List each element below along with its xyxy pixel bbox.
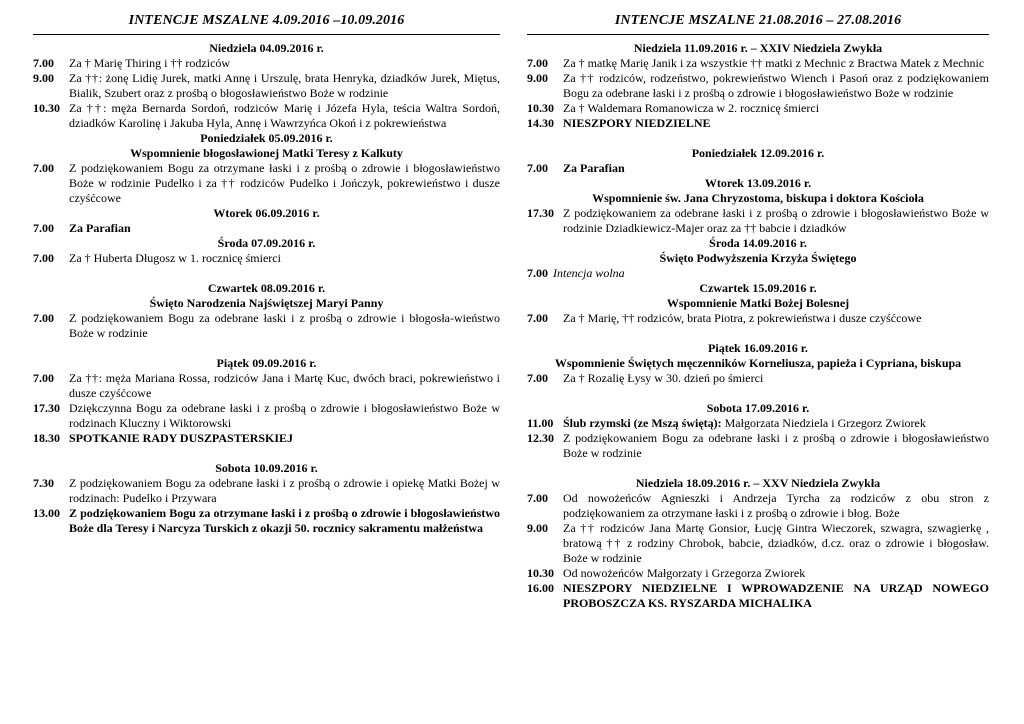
day-heading: Wtorek 06.09.2016 r. (213, 206, 320, 220)
mass-time: 7.00 (527, 161, 548, 175)
mass-entry (33, 161, 500, 206)
spacer (33, 266, 500, 281)
column-title: INTENCJE MSZALNE 4.09.2016 –10.09.2016 (33, 12, 500, 35)
intention-text: Z podziękowaniem Bogu za otrzymane łaski i z prośbą o zdrowie i błogosławieństwo Boże dla Teresy i Narcyza Turskich z okazji 50. rocznicy sakramentu małżeństwa (69, 506, 500, 535)
mass-entry (33, 506, 500, 536)
intention-text: Za † matkę Marię Janik i za wszystkie †† matki z Mechnic z Bractwa Matek z Mechnic (563, 56, 985, 70)
mass-time: 7.30 (33, 476, 54, 490)
mass-time: 9.00 (527, 521, 548, 535)
mass-entry (527, 56, 989, 71)
day-section (33, 206, 500, 236)
day-section (527, 176, 989, 236)
day-section (33, 266, 500, 341)
intention-text: Za †† rodziców Jana Martę Gonsior, Łucję Gintra Wieczorek, szwagra, szwagierkę , bratową †† z rodziny Chrobok, babcie, dziadków, d.cz. oraz o zdrowie i błogosław. Boże w rodzinie (563, 521, 989, 565)
feast-heading: Święto Narodzenia Najświętszej Maryi Panny (149, 296, 384, 310)
mass-time: 7.00 (527, 266, 548, 280)
day-heading: Piątek 16.09.2016 r. (708, 341, 808, 355)
mass-time: 10.30 (33, 101, 60, 115)
mass-time: 7.00 (33, 161, 54, 175)
day-heading: Niedziela 04.09.2016 r. (209, 41, 324, 55)
mass-entry (527, 416, 989, 431)
intention-text: Od nowożeńców Agnieszki i Andrzeja Tyrcha za rodziców z obu stron z podziękowaniem za otrzymane łaski i z prośbą o zdrowie i błog. Boże (563, 491, 989, 520)
mass-time: 9.00 (33, 71, 54, 85)
mass-entry (33, 371, 500, 401)
mass-time: 7.00 (33, 251, 54, 265)
column-title: INTENCJE MSZALNE 21.08.2016 – 27.08.2016 (527, 12, 989, 35)
mass-time: 17.30 (33, 401, 60, 415)
mass-entry (527, 71, 989, 101)
mass-entry (33, 476, 500, 506)
intention-text: Za † Huberta Długosz w 1. rocznicę śmierci (69, 251, 281, 265)
mass-time: 12.30 (527, 431, 554, 445)
intention-lead: Ślub rzymski (ze Mszą świętą): (563, 416, 722, 430)
spacer (527, 326, 989, 341)
spacer (527, 386, 989, 401)
mass-entry (527, 566, 989, 581)
intention-text: Za Parafian (563, 161, 625, 175)
day-heading: Piątek 09.09.2016 r. (216, 356, 317, 370)
mass-entry (527, 101, 989, 116)
intention-text: Z podziękowaniem Bogu za odebrane łaski i z prośbą o zdrowie i błogosławieństwo Boże w rodzinie (563, 431, 989, 460)
day-heading: Niedziela 18.09.2016 r. – XXV Niedziela Zwykła (635, 476, 881, 490)
intention-text: Za ††: męża Mariana Rossa, rodziców Jana i Martę Kuc, dwóch braci, pokrewieństwo i dusze czyśćcowe (69, 371, 500, 400)
mass-entry (33, 251, 500, 266)
mass-time: 7.00 (527, 371, 548, 385)
mass-entry (527, 161, 989, 176)
feast-heading: Święto Podwyższenia Krzyża Świętego (659, 251, 857, 265)
day-heading: Niedziela 11.09.2016 r. – XXIV Niedziela Zwykła (633, 41, 883, 55)
feast-heading: Wspomnienie Świętych męczenników Korneliusza, papieża i Cypriana, biskupa (554, 356, 962, 370)
day-section (33, 41, 500, 131)
intention-text: NIESZPORY NIEDZIELNE (563, 116, 711, 130)
intention-text: Z podziękowaniem za odebrane łaski i z prośbą o zdrowie i błogosławieństwo Boże w rodzinie Dziadkiewicz-Majer oraz za †† babcie i dziadków (563, 206, 989, 235)
day-section (527, 281, 989, 326)
mass-entry (33, 56, 500, 71)
mass-entry (527, 521, 989, 566)
mass-entry (33, 101, 500, 131)
mass-time: 10.30 (527, 566, 554, 580)
mass-entry (527, 116, 989, 131)
mass-time: 7.00 (33, 56, 54, 70)
mass-time: 11.00 (527, 416, 554, 430)
mass-entry (527, 371, 989, 386)
mass-entry (33, 401, 500, 431)
intention-text: Za † Rozalię Łysy w 30. dzień po śmierci (563, 371, 764, 385)
intention-text: Za ††: żonę Lidię Jurek, matki Annę i Urszulę, brata Henryka, dziadków Jurek, Miętus, Bialik, Szubert oraz z prośbą o błogosławieństwo Boże w rodzinie (69, 71, 500, 100)
right-column (527, 12, 989, 611)
feast-heading: Wspomnienie Matki Bożej Bolesnej (666, 296, 850, 310)
day-section (33, 131, 500, 206)
mass-entry (33, 71, 500, 101)
feast-heading: Wspomnienie błogosławionej Matki Teresy z Kalkuty (130, 146, 403, 160)
mass-entry (527, 311, 989, 326)
feast-heading: Wspomnienie św. Jana Chryzostoma, biskupa i doktora Kościoła (592, 191, 924, 205)
mass-time: 7.00 (33, 371, 54, 385)
intention-rest: Małgorzata Niedziela i Grzegorz Zwiorek (721, 416, 926, 430)
mass-time: 18.30 (33, 431, 60, 445)
day-heading: Wtorek 13.09.2016 r. (704, 176, 812, 190)
mass-time: 7.00 (33, 221, 54, 235)
intention-text: Z podziękowaniem Bogu za otrzymane łaski i z prośbą o zdrowie i błogosławieństwo Boże w rodzinie Pudelko i za †† rodziców Pudelko i Jończyk, pokrewieństwo i dusze czyśćcowe (69, 161, 500, 205)
mass-time: 7.00 (527, 56, 548, 70)
intention-text: Za †† rodziców, rodzeństwo, pokrewieństwo Wiench i Pasoń oraz z podziękowaniem Bogu za odebrane łaski i z prośbą o zdrowie i błogosławieństwo Boże w rodzinie (563, 71, 989, 100)
mass-entry (527, 491, 989, 521)
day-heading: Poniedziałek 12.09.2016 r. (691, 146, 825, 160)
spacer (527, 131, 989, 146)
intention-text: Z podziękowaniem Bogu za odebrane łaski i z prośbą o zdrowie i opiekę Matki Bożej w rodzinach: Pudelko i Przywara (69, 476, 500, 505)
mass-time: 16.00 (527, 581, 554, 595)
spacer (527, 461, 989, 476)
day-list (33, 41, 500, 536)
intention-text: Za † Marię Thiring i †† rodziców (69, 56, 231, 70)
mass-time: 7.00 (527, 311, 548, 325)
mass-time: 17.30 (527, 206, 554, 220)
day-list (527, 41, 989, 611)
intention-text: Od nowożeńców Małgorzaty i Grzegorza Zwiorek (563, 566, 806, 580)
spacer (33, 446, 500, 461)
intention-text (563, 416, 989, 431)
mass-time: 10.30 (527, 101, 554, 115)
intention-text: NIESZPORY NIEDZIELNE I WPROWADZENIE NA URZĄD NOWEGO PROBOSZCZA KS. RYSZARDA MICHALIKA (563, 581, 989, 610)
intention-text: Z podziękowaniem Bogu za odebrane łaski i z prośbą o zdrowie i błogosła-wieństwo Boże w rodzinie (69, 311, 500, 340)
mass-time: 7.00 (527, 491, 548, 505)
intention-text: Dziękczynna Bogu za odebrane łaski i z prośbą o zdrowie i błogosławieństwo Boże w rodzinach Kluczny i Wiktorowski (69, 401, 500, 430)
mass-entry (33, 431, 500, 446)
day-section (527, 236, 989, 281)
mass-entry (527, 206, 989, 236)
intention-text: Za † Marię, †† rodziców, brata Piotra, z pokrewieństwa i dusze czyśćcowe (563, 311, 922, 325)
intention-text: Za Parafian (69, 221, 131, 235)
mass-time: 13.00 (33, 506, 60, 520)
mass-time: 7.00 (33, 311, 54, 325)
day-heading: Sobota 10.09.2016 r. (215, 461, 318, 475)
mass-time: 9.00 (527, 71, 548, 85)
day-section (527, 131, 989, 176)
day-heading: Środa 14.09.2016 r. (709, 236, 807, 250)
mass-entry (527, 266, 989, 281)
spacer (33, 341, 500, 356)
intention-text: Intencja wolna (553, 266, 625, 280)
day-heading: Czwartek 08.09.2016 r. (207, 281, 326, 295)
day-section (33, 446, 500, 536)
intention-text: SPOTKANIE RADY DUSZPASTERSKIEJ (69, 431, 294, 445)
intention-text: Za ††: męża Bernarda Sordoń, rodziców Marię i Józefa Hyla, teścia Waltra Sordoń, dziadków Karolinę i Jakuba Hyla, Annę i Wawrzyńca Okoń i z pokrewieństwa (69, 101, 500, 130)
mass-entry (527, 431, 989, 461)
day-section (33, 341, 500, 446)
mass-entry (33, 221, 500, 236)
left-column (33, 12, 500, 536)
day-heading: Środa 07.09.2016 r. (217, 236, 316, 250)
day-heading: Poniedziałek 05.09.2016 r. (200, 131, 333, 145)
day-section (527, 386, 989, 461)
day-section (527, 461, 989, 611)
intention-text: Za † Waldemara Romanowicza w 2. rocznicę śmierci (563, 101, 820, 115)
mass-entry (527, 581, 989, 611)
day-section (527, 326, 989, 386)
day-section (527, 41, 989, 131)
day-section (33, 236, 500, 266)
mass-time: 14.30 (527, 116, 554, 130)
day-heading: Sobota 17.09.2016 r. (706, 401, 810, 415)
day-heading: Czwartek 15.09.2016 r. (699, 281, 817, 295)
mass-entry (33, 311, 500, 341)
